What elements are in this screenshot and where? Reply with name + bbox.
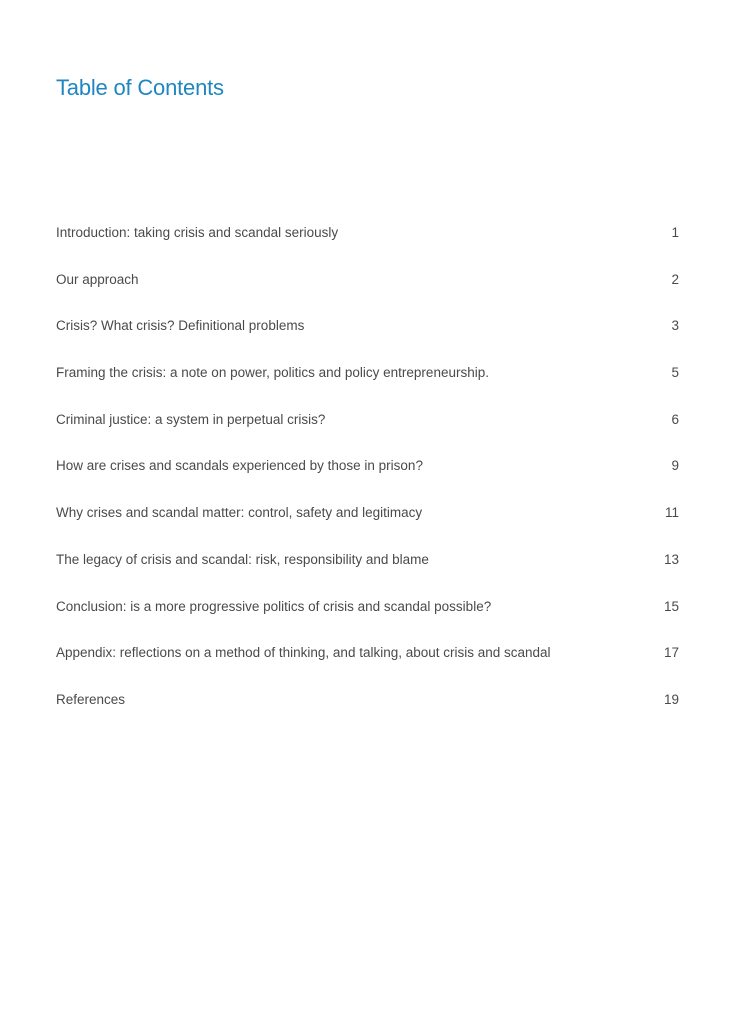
toc-entry[interactable]	[56, 501, 679, 548]
toc-entry[interactable]	[56, 268, 679, 315]
toc-entry-page: 15	[663, 598, 679, 614]
toc-entry[interactable]	[56, 221, 679, 268]
toc-entry-page: 17	[663, 645, 679, 661]
toc-entry-page: 1	[671, 225, 679, 240]
toc-entry-title: The legacy of crisis and scandal: risk, responsibility and blame	[56, 551, 429, 567]
toc-entry-title: Why crises and scandal matter: control, safety and legitimacy	[56, 505, 423, 521]
toc-entry-title: Our approach	[56, 271, 139, 287]
toc-entry-page: 19	[663, 691, 679, 707]
toc-entry-page: 5	[671, 365, 679, 381]
toc-entry-page: 11	[664, 505, 679, 521]
toc-entry[interactable]	[56, 361, 679, 408]
toc-entry-page: 13	[663, 551, 679, 567]
toc-entry-title: Framing the crisis: a note on power, politics and policy entrepreneurship.	[56, 365, 489, 381]
toc-entry[interactable]	[56, 454, 679, 501]
page-title: Table of Contents	[56, 75, 224, 100]
toc-entry-title: How are crises and scandals experienced by those in prison?	[56, 458, 423, 474]
toc-entry[interactable]	[56, 408, 679, 455]
toc-entry-title: Introduction: taking crisis and scandal seriously	[56, 225, 339, 240]
table-of-contents	[56, 221, 679, 735]
toc-entry-page: 3	[671, 318, 679, 334]
toc-entry-page: 2	[671, 271, 679, 287]
toc-entry[interactable]	[56, 688, 679, 735]
toc-entry-title: Conclusion: is a more progressive politics of crisis and scandal possible?	[56, 598, 492, 614]
toc-entry-page: 6	[671, 411, 679, 427]
toc-entry-title: Crisis? What crisis? Definitional problems	[56, 318, 305, 334]
toc-entry-title: Appendix: reflections on a method of thinking, and talking, about crisis and scandal	[56, 645, 551, 661]
toc-entry-title: References	[56, 691, 126, 707]
toc-entry[interactable]	[56, 314, 679, 361]
toc-entry[interactable]	[56, 595, 679, 642]
toc-entry[interactable]	[56, 548, 679, 595]
toc-entry-title: Criminal justice: a system in perpetual crisis?	[56, 411, 326, 427]
toc-entry[interactable]	[56, 641, 679, 688]
toc-entry-page: 9	[671, 458, 679, 474]
